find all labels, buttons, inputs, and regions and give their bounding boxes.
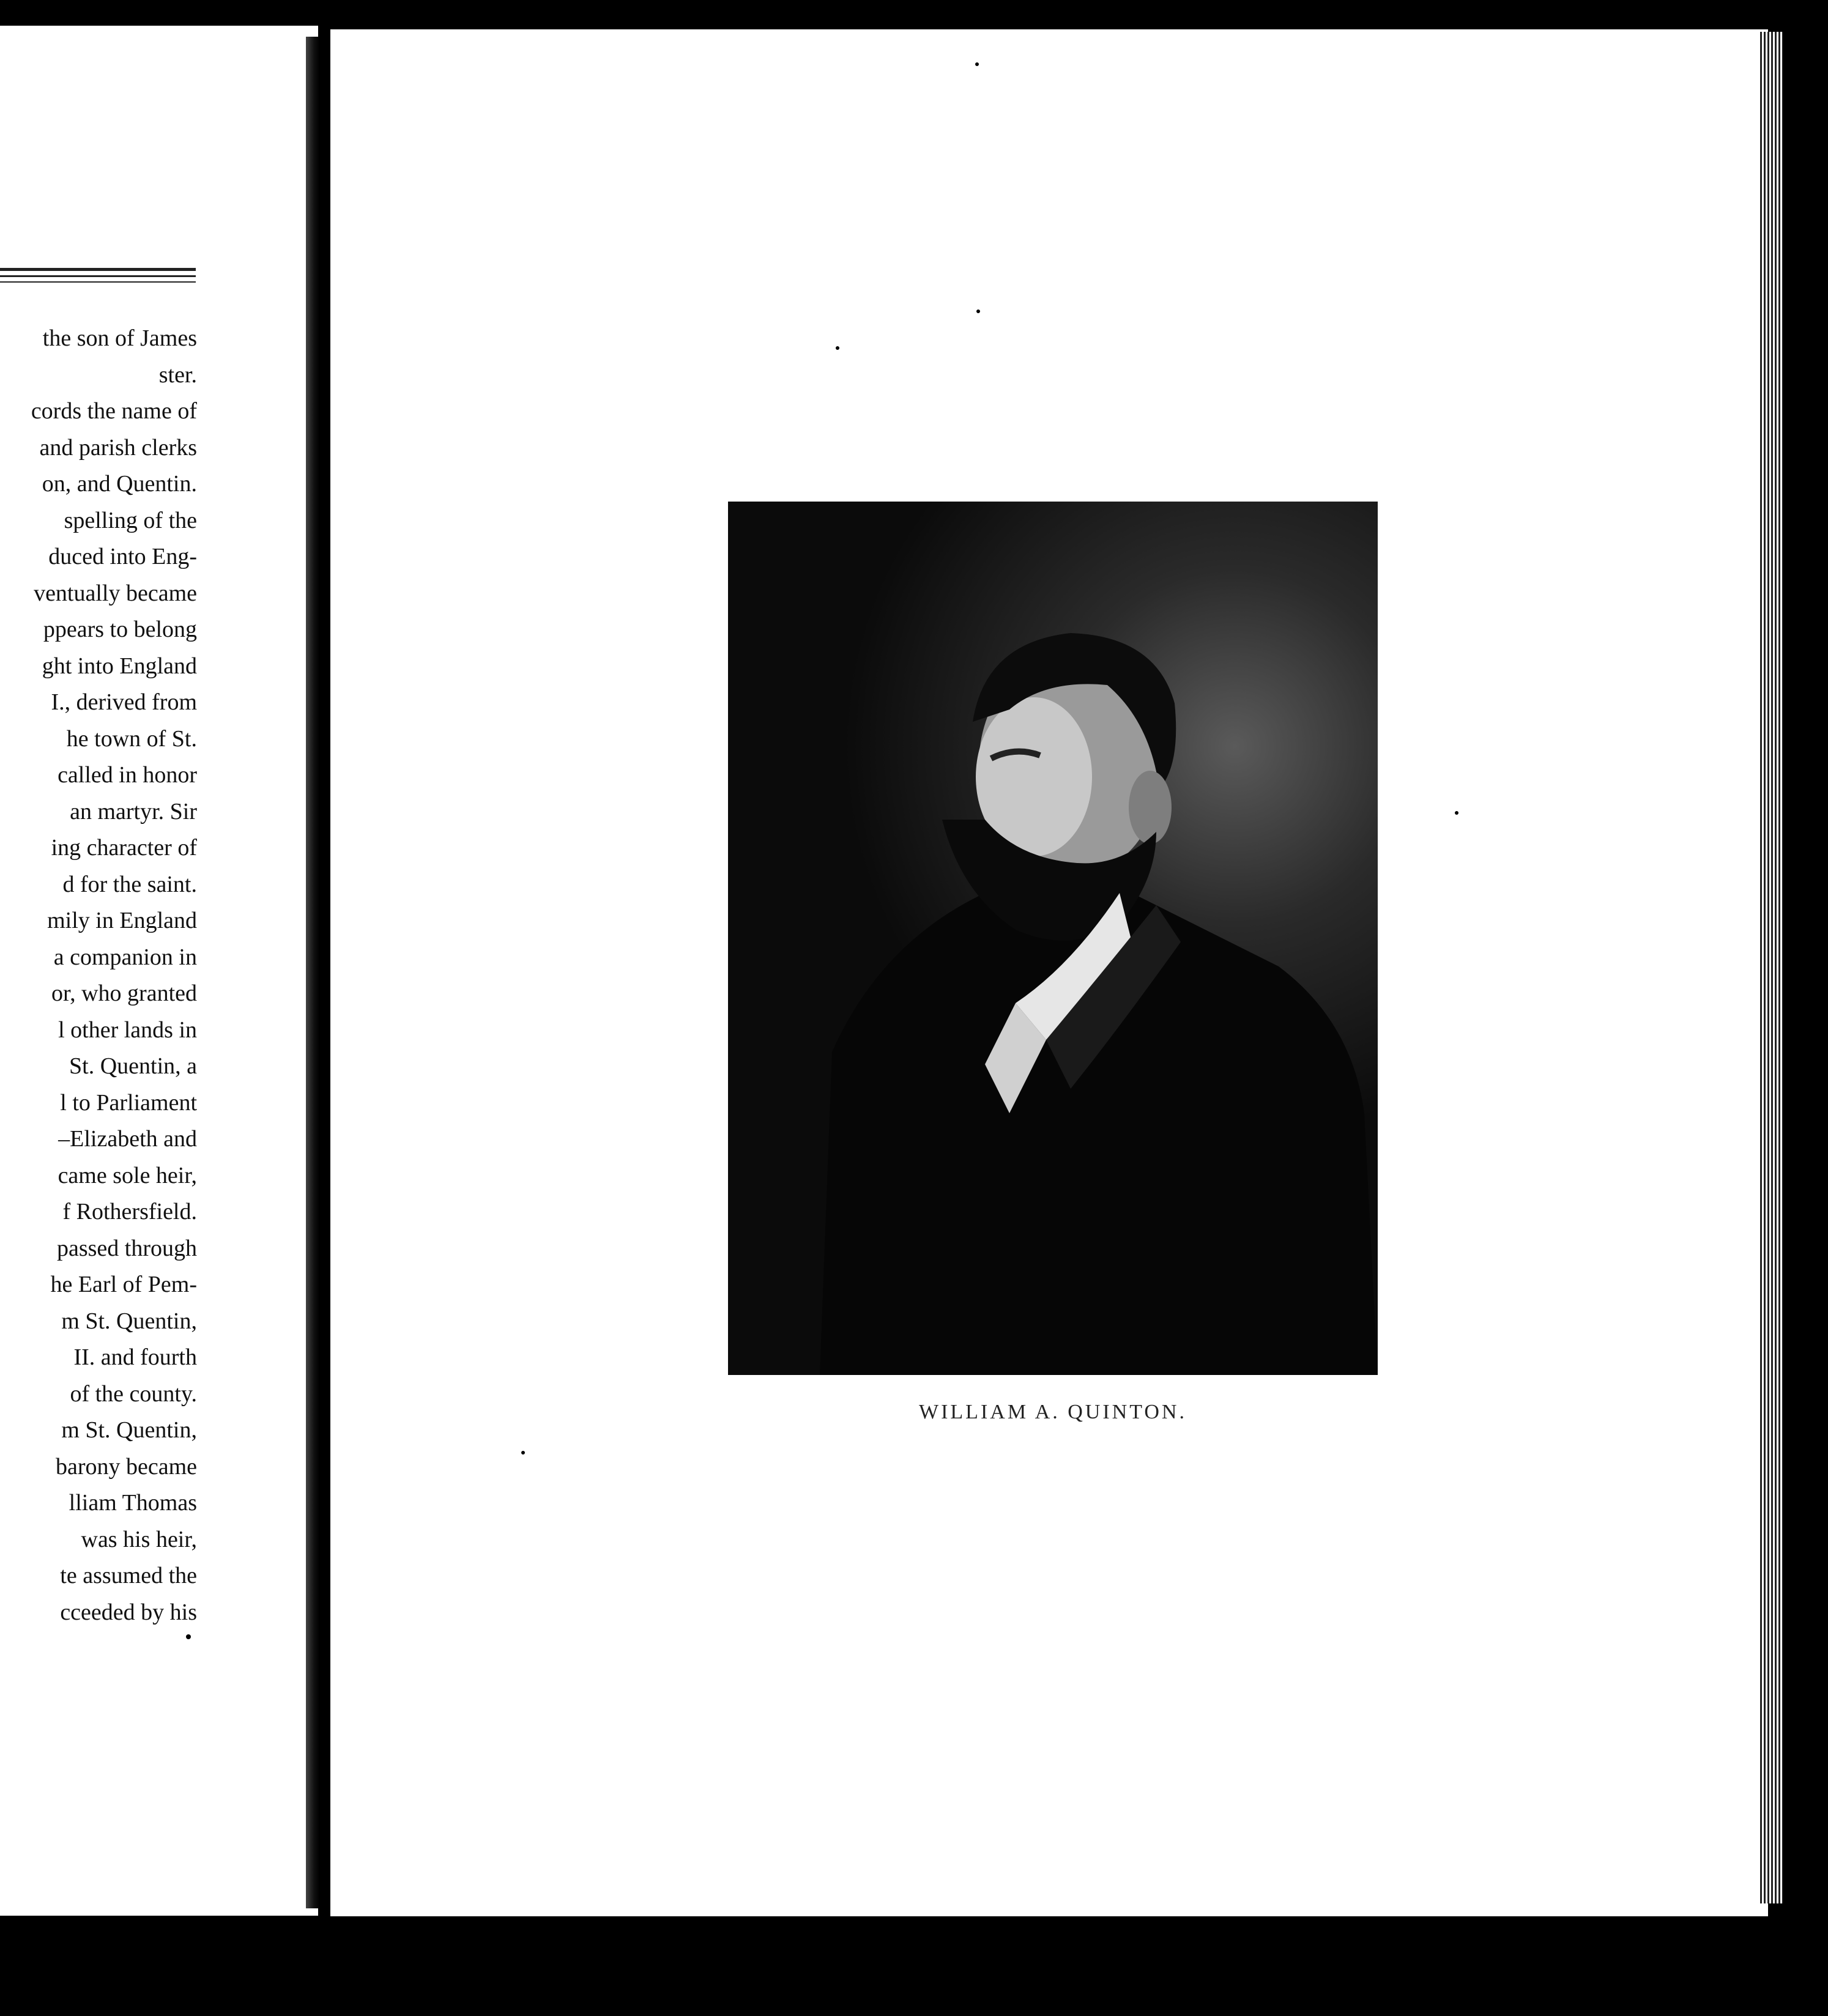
text-line: lliam Thomas	[69, 1490, 197, 1516]
text-line: spelling of the	[64, 507, 197, 533]
left-page-text	[0, 321, 197, 1631]
text-line: on, and Quentin.	[42, 471, 197, 497]
text-line: mily in England	[47, 908, 197, 933]
speck	[836, 346, 839, 350]
header-rule	[0, 268, 196, 271]
text-line: was his heir,	[81, 1526, 197, 1552]
text-line: and parish clerks	[39, 434, 197, 461]
text-line: the son of James	[42, 325, 197, 351]
text-line: passed through	[56, 1235, 197, 1261]
text-line: m St. Quentin,	[61, 1308, 197, 1334]
text-line: d for the saint.	[62, 871, 197, 897]
portrait-photo	[728, 502, 1378, 1375]
text-line: an martyr. Sir	[70, 798, 197, 825]
text-line: called in honor	[58, 762, 197, 788]
text-line: –Elizabeth and	[58, 1126, 197, 1152]
text-line: f Rothersfield.	[62, 1199, 197, 1225]
book-gutter	[306, 37, 319, 1908]
left-page	[0, 26, 318, 1916]
text-line: or, who granted	[51, 980, 197, 1006]
page-edge	[1758, 32, 1783, 1903]
speck	[186, 1634, 191, 1639]
header-rule	[0, 281, 196, 283]
text-line: te assumed the	[60, 1563, 197, 1588]
text-line: duced into Eng-	[48, 544, 197, 569]
text-line: St. Quentin, a	[69, 1053, 197, 1079]
text-line: ppears to belong	[43, 617, 197, 642]
text-line: a companion in	[53, 944, 197, 970]
text-line: II. and fourth	[73, 1344, 197, 1370]
speck	[975, 62, 979, 66]
text-line: he Earl of Pem-	[50, 1272, 197, 1297]
speck	[976, 309, 980, 313]
portrait-figure	[728, 502, 1378, 1375]
text-line: m St. Quentin,	[61, 1417, 197, 1443]
text-line: cords the name of	[31, 398, 197, 424]
portrait-caption: WILLIAM A. QUINTON.	[919, 1401, 1187, 1423]
text-line: barony became	[55, 1453, 197, 1480]
text-line: came sole heir,	[58, 1162, 197, 1188]
text-line: l to Parliament	[60, 1089, 197, 1116]
text-line: l other lands in	[58, 1017, 197, 1043]
text-line: cceeded by his	[60, 1599, 197, 1625]
text-line: ing character of	[51, 835, 197, 861]
speck	[521, 1451, 525, 1455]
speck	[1455, 811, 1458, 815]
text-line: ght into England	[42, 653, 197, 679]
text-line: he town of St.	[66, 725, 197, 752]
text-line: I., derived from	[51, 689, 197, 715]
text-line: ventually became	[34, 580, 197, 606]
header-rule	[0, 275, 196, 277]
text-line: of the county.	[70, 1380, 197, 1407]
text-line: ster.	[158, 361, 197, 388]
